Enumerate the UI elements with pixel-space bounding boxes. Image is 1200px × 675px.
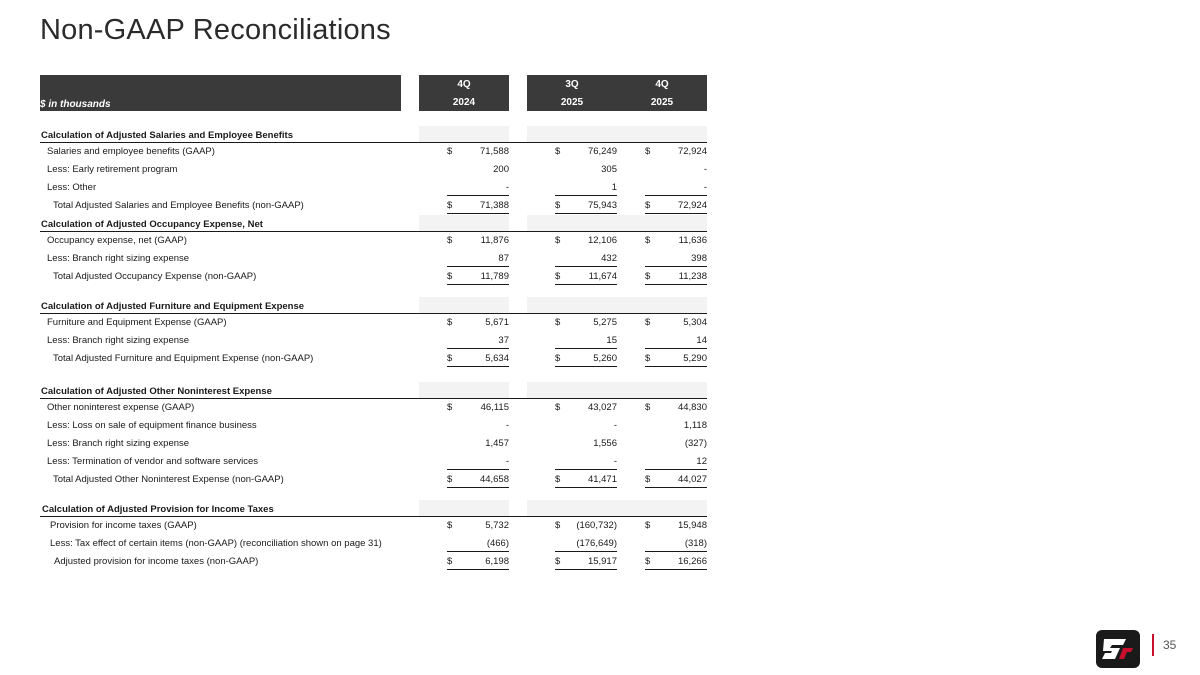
cell-value: 37: [498, 335, 509, 346]
currency-symbol: $: [555, 556, 561, 567]
section-title-column-fill: [419, 215, 509, 231]
cell-value: (466): [486, 538, 509, 549]
currency-symbol: $: [447, 235, 453, 246]
column-header-quarter: 4Q: [655, 79, 669, 90]
table-row: [0, 182, 1200, 196]
table-row: [0, 253, 1200, 267]
currency-symbol: $: [447, 317, 453, 328]
table-row: [0, 402, 1200, 416]
column-header-year: 2025: [560, 97, 584, 108]
cell-value: 1: [611, 182, 617, 193]
currency-symbol: $: [645, 402, 651, 413]
cell-value: 14: [696, 335, 707, 346]
value-cell: [447, 235, 509, 249]
table-row: [0, 164, 1200, 178]
row-label: Less: Other: [47, 182, 97, 193]
section-title-column-fill: [617, 500, 707, 516]
cell-value: 16,266: [677, 556, 707, 567]
currency-symbol: $: [555, 317, 561, 328]
currency-symbol: $: [555, 146, 561, 157]
table-row-total: [0, 200, 1200, 214]
section-title-column-fill: [617, 126, 707, 142]
cell-value: 11,789: [480, 271, 509, 282]
cell-value: 11,876: [480, 235, 509, 246]
cell-value: -: [613, 456, 617, 467]
value-cell: [645, 200, 707, 214]
cell-value: -: [703, 164, 707, 175]
row-label: Occupancy expense, net (GAAP): [47, 235, 187, 246]
value-cell: [447, 335, 509, 349]
cell-value: 71,388: [479, 200, 509, 211]
table-row: [0, 420, 1200, 434]
table-row: [0, 456, 1200, 470]
cell-value: 200: [493, 164, 509, 175]
value-cell: [555, 164, 617, 178]
value-cell: [555, 200, 617, 214]
cell-value: 87: [498, 253, 509, 264]
cell-value: 41,471: [587, 474, 617, 485]
value-cell: [447, 520, 509, 534]
table-row-total: [0, 353, 1200, 367]
value-cell: [555, 335, 617, 349]
section-rule: [40, 516, 707, 517]
table-row-total: [0, 556, 1200, 570]
table-row: [0, 438, 1200, 452]
row-label: Total Adjusted Other Noninterest Expense (non-GAAP): [53, 474, 284, 485]
cell-value: 5,275: [593, 317, 617, 328]
cell-value: (318): [684, 538, 707, 549]
cell-value: -: [505, 456, 509, 467]
cell-value: 305: [601, 164, 617, 175]
column-header-4q-2025: [617, 75, 707, 111]
row-label: Less: Branch right sizing expense: [47, 335, 190, 346]
cell-value: 5,732: [485, 520, 509, 531]
section-title-column-fill: [527, 500, 617, 516]
section-title-column-fill: [527, 382, 617, 398]
section-title: Calculation of Adjusted Provision for Income Taxes: [42, 504, 274, 515]
currency-symbol: $: [645, 317, 651, 328]
currency-symbol: $: [447, 146, 453, 157]
column-header-quarter: 3Q: [565, 79, 579, 90]
value-cell: [447, 556, 509, 570]
column-header-year: 2024: [452, 97, 476, 108]
currency-symbol: $: [645, 200, 651, 211]
row-label: Provision for income taxes (GAAP): [50, 520, 197, 531]
page-number: 35: [1163, 638, 1177, 652]
unit-label: $ in thousands: [40, 99, 111, 110]
cell-value: 15,917: [587, 556, 617, 567]
cell-value: 12: [696, 456, 707, 467]
value-cell: [645, 474, 707, 488]
value-cell: [555, 402, 617, 416]
cell-value: 5,671: [485, 317, 509, 328]
value-cell: [447, 420, 509, 434]
company-logo-icon: [1096, 630, 1140, 668]
cell-value: -: [703, 182, 707, 193]
column-header-3q-2025: [527, 75, 617, 111]
cell-value: 11,238: [678, 271, 707, 282]
cell-value: 1,556: [593, 438, 617, 449]
value-cell: [645, 235, 707, 249]
value-cell: [645, 271, 707, 285]
cell-value: 72,924: [677, 200, 707, 211]
section-rule: [40, 398, 707, 399]
cell-value: 76,249: [587, 146, 617, 157]
section-rule: [40, 313, 707, 314]
cell-value: 6,198: [485, 556, 509, 567]
value-cell: [555, 538, 617, 552]
section-title-column-fill: [419, 382, 509, 398]
currency-symbol: $: [645, 271, 651, 282]
value-cell: [447, 271, 509, 285]
cell-value: 46,115: [480, 402, 509, 413]
value-cell: [555, 182, 617, 196]
section-title-column-fill: [617, 297, 707, 313]
value-cell: [645, 556, 707, 570]
cell-value: 432: [601, 253, 617, 264]
value-cell: [555, 271, 617, 285]
row-label: Other noninterest expense (GAAP): [47, 402, 195, 413]
section-title: Calculation of Adjusted Furniture and Equipment Expense: [41, 301, 305, 312]
column-header-year: 2025: [650, 97, 674, 108]
value-cell: [555, 438, 617, 452]
currency-symbol: $: [447, 353, 453, 364]
value-cell: [555, 456, 617, 470]
value-cell: [555, 474, 617, 488]
currency-symbol: $: [555, 200, 561, 211]
cell-value: 5,260: [593, 353, 617, 364]
currency-symbol: $: [447, 200, 453, 211]
table-row-total: [0, 271, 1200, 285]
row-label: Less: Branch right sizing expense: [47, 253, 190, 264]
table-row: [0, 335, 1200, 349]
cell-value: 75,943: [587, 200, 617, 211]
value-cell: [645, 335, 707, 349]
table-row: [0, 146, 1200, 160]
currency-symbol: $: [645, 146, 651, 157]
cell-value: 1,118: [683, 420, 707, 431]
value-cell: [555, 420, 617, 434]
value-cell: [645, 438, 707, 452]
row-label: Total Adjusted Occupancy Expense (non-GAAP): [53, 271, 257, 282]
value-cell: [555, 253, 617, 267]
currency-symbol: $: [645, 520, 651, 531]
cell-value: (176,649): [576, 538, 617, 549]
section-title-column-fill: [419, 126, 509, 142]
cell-value: 5,634: [485, 353, 509, 364]
currency-symbol: $: [447, 474, 453, 485]
cell-value: -: [505, 420, 509, 431]
currency-symbol: $: [555, 235, 561, 246]
cell-value: 398: [691, 253, 707, 264]
section-title-column-fill: [527, 215, 617, 231]
value-cell: [645, 164, 707, 178]
cell-value: (160,732): [576, 520, 617, 531]
cell-value: (327): [684, 438, 707, 449]
value-cell: [447, 456, 509, 470]
section-title: Calculation of Adjusted Occupancy Expense, Net: [41, 219, 263, 230]
section-title: Calculation of Adjusted Salaries and Employee Benefits: [41, 130, 293, 141]
currency-symbol: $: [555, 402, 561, 413]
cell-value: 71,588: [479, 146, 509, 157]
value-cell: [555, 353, 617, 367]
currency-symbol: $: [447, 271, 453, 282]
value-cell: [447, 474, 509, 488]
cell-value: 44,830: [677, 402, 707, 413]
currency-symbol: $: [645, 474, 651, 485]
value-cell: [447, 253, 509, 267]
table-row: [0, 235, 1200, 249]
currency-symbol: $: [645, 556, 651, 567]
cell-value: 43,027: [587, 402, 617, 413]
currency-symbol: $: [555, 271, 561, 282]
value-cell: [645, 402, 707, 416]
value-cell: [645, 253, 707, 267]
value-cell: [447, 402, 509, 416]
column-header-4q-2024: [419, 75, 509, 111]
value-cell: [447, 200, 509, 214]
table-header-label-cell: [40, 75, 401, 111]
section-rule: [40, 231, 707, 232]
row-label: Less: Tax effect of certain items (non-GAAP) (reconciliation shown on page 31): [50, 538, 382, 549]
value-cell: [447, 164, 509, 178]
cell-value: 15: [606, 335, 617, 346]
currency-symbol: $: [555, 353, 561, 364]
cell-value: 15,948: [677, 520, 707, 531]
value-cell: [645, 456, 707, 470]
currency-symbol: $: [555, 520, 561, 531]
value-cell: [555, 556, 617, 570]
value-cell: [645, 146, 707, 160]
cell-value: 1,457: [485, 438, 509, 449]
section-title-column-fill: [527, 126, 617, 142]
row-label: Less: Branch right sizing expense: [47, 438, 190, 449]
cell-value: 11,636: [678, 235, 707, 246]
row-label: Total Adjusted Salaries and Employee Benefits (non-GAAP): [53, 200, 304, 211]
cell-value: 11,674: [588, 271, 617, 282]
row-label: Less: Loss on sale of equipment finance business: [47, 420, 257, 431]
currency-symbol: $: [555, 474, 561, 485]
section-title: Calculation of Adjusted Other Noninterest Expense: [41, 386, 272, 397]
cell-value: 12,106: [587, 235, 617, 246]
value-cell: [645, 317, 707, 331]
value-cell: [447, 538, 509, 552]
value-cell: [555, 317, 617, 331]
currency-symbol: $: [645, 235, 651, 246]
currency-symbol: $: [645, 353, 651, 364]
value-cell: [645, 520, 707, 534]
section-title-column-fill: [419, 500, 509, 516]
section-rule: [40, 142, 707, 143]
currency-symbol: $: [447, 402, 453, 413]
value-cell: [555, 146, 617, 160]
row-label: Less: Termination of vendor and software services: [47, 456, 259, 467]
table-row: [0, 520, 1200, 534]
cell-value: 44,027: [677, 474, 707, 485]
cell-value: 44,658: [479, 474, 509, 485]
cell-value: 5,304: [683, 317, 707, 328]
footer-accent-bar: [1152, 634, 1154, 656]
table-row-total: [0, 474, 1200, 488]
row-label: Salaries and employee benefits (GAAP): [47, 146, 215, 157]
column-header-quarter: 4Q: [457, 79, 471, 90]
table-row: [0, 538, 1200, 552]
row-label: Adjusted provision for income taxes (non-GAAP): [54, 556, 259, 567]
row-label: Less: Early retirement program: [47, 164, 178, 175]
cell-value: -: [613, 420, 617, 431]
value-cell: [555, 520, 617, 534]
cell-value: -: [505, 182, 509, 193]
value-cell: [447, 353, 509, 367]
page-title: Non-GAAP Reconciliations: [40, 14, 391, 46]
row-label: Furniture and Equipment Expense (GAAP): [47, 317, 227, 328]
currency-symbol: $: [447, 520, 453, 531]
currency-symbol: $: [447, 556, 453, 567]
value-cell: [447, 317, 509, 331]
cell-value: 72,924: [677, 146, 707, 157]
value-cell: [447, 182, 509, 196]
section-title-column-fill: [617, 215, 707, 231]
section-title-column-fill: [419, 297, 509, 313]
section-title-column-fill: [527, 297, 617, 313]
value-cell: [645, 353, 707, 367]
value-cell: [645, 420, 707, 434]
value-cell: [645, 182, 707, 196]
value-cell: [447, 146, 509, 160]
value-cell: [447, 438, 509, 452]
cell-value: 5,290: [683, 353, 707, 364]
section-title-column-fill: [617, 382, 707, 398]
value-cell: [555, 235, 617, 249]
table-row: [0, 317, 1200, 331]
row-label: Total Adjusted Furniture and Equipment Expense (non-GAAP): [53, 353, 314, 364]
value-cell: [645, 538, 707, 552]
